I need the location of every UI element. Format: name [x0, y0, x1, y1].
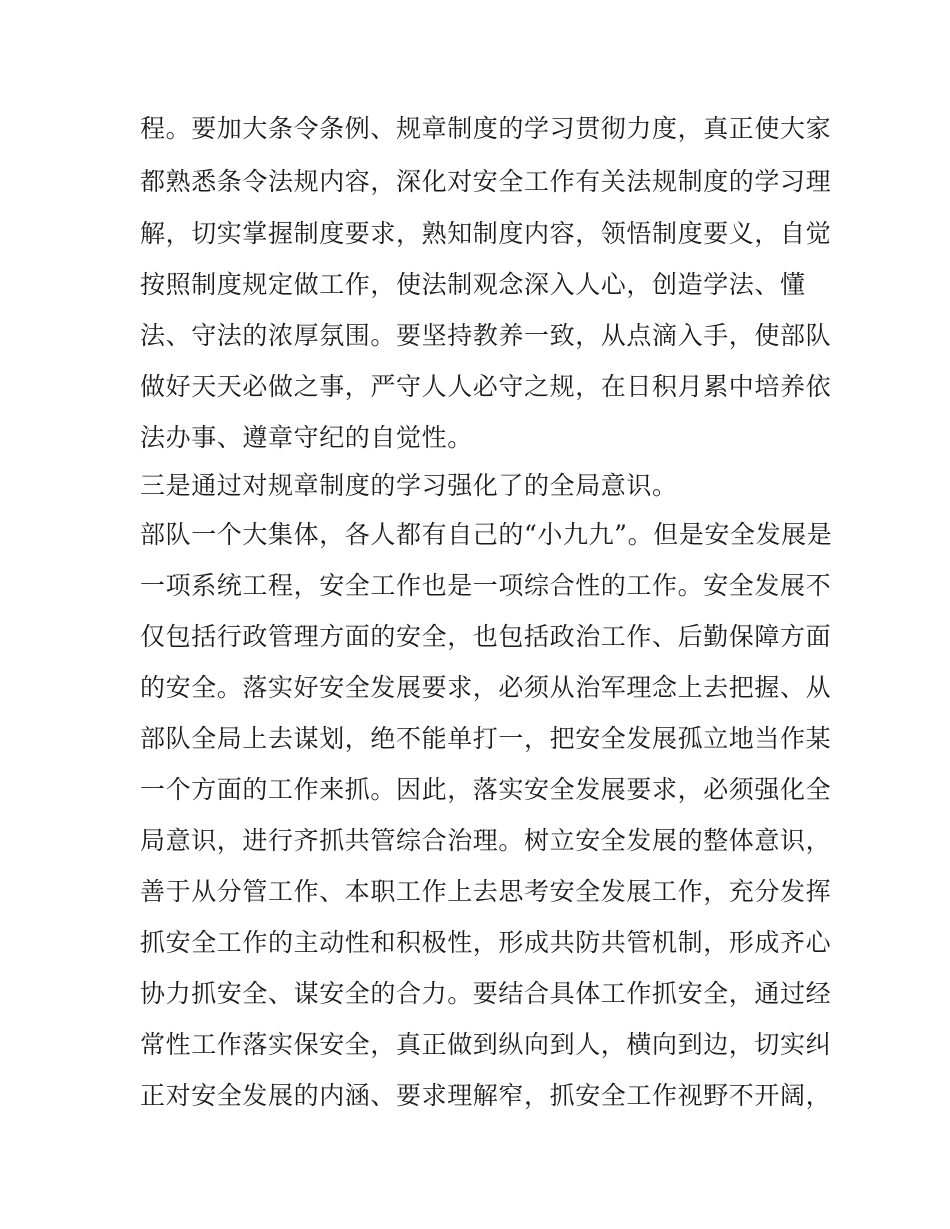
text-line: 协力抓安全、谋安全的合力。要结合具体工作抓安全，通过经: [140, 979, 832, 1008]
text-line: 做好天天必做之事，严守人人必守之规，在日积月累中培养依: [140, 372, 832, 401]
text-line: 一项系统工程，安全工作也是一项综合性的工作。安全发展不: [140, 571, 832, 600]
text-line: 抓安全工作的主动性和积极性，形成共防共管机制，形成齐心: [140, 928, 832, 957]
text-line: 程。要加大条令条例、规章制度的学习贯彻力度，真正使大家: [140, 114, 832, 143]
section-heading: 三是通过对规章制度的学习强化了的全局意识。: [140, 471, 678, 500]
text-line: 一个方面的工作来抓。因此，落实安全发展要求，必须强化全: [140, 775, 832, 804]
text-line: 部队全局上去谋划，绝不能单打一，把安全发展孤立地当作某: [140, 724, 832, 753]
text-line: 都熟悉条令法规内容，深化对安全工作有关法规制度的学习理: [140, 167, 832, 196]
text-line: 按照制度规定做工作，使法制观念深入人心，创造学法、懂: [140, 270, 806, 299]
text-line: 法办事、遵章守纪的自觉性。: [140, 423, 473, 452]
text-line: 局意识，进行齐抓共管综合治理。树立安全发展的整体意识，: [140, 826, 832, 855]
text-line: 法、守法的浓厚氛围。要坚持教养一致，从点滴入手，使部队: [140, 321, 832, 350]
text-line: 的安全。落实好安全发展要求，必须从治军理念上去把握、从: [140, 673, 832, 702]
text-line: 善于从分管工作、本职工作上去思考安全发展工作，充分发挥: [140, 877, 832, 906]
text-line: 正对安全发展的内涵、要求理解窄，抓安全工作视野不开阔，: [140, 1081, 832, 1110]
text-line: 常性工作落实保安全，真正做到纵向到人，横向到边，切实纠: [140, 1030, 832, 1059]
text-line: 解，切实掌握制度要求，熟知制度内容，领悟制度要义，自觉: [140, 219, 832, 248]
text-line: 仅包括行政管理方面的安全，也包括政治工作、后勤保障方面: [140, 622, 832, 651]
text-line: 部队一个大集体，各人都有自己的“小九九”。但是安全发展是: [140, 520, 833, 549]
